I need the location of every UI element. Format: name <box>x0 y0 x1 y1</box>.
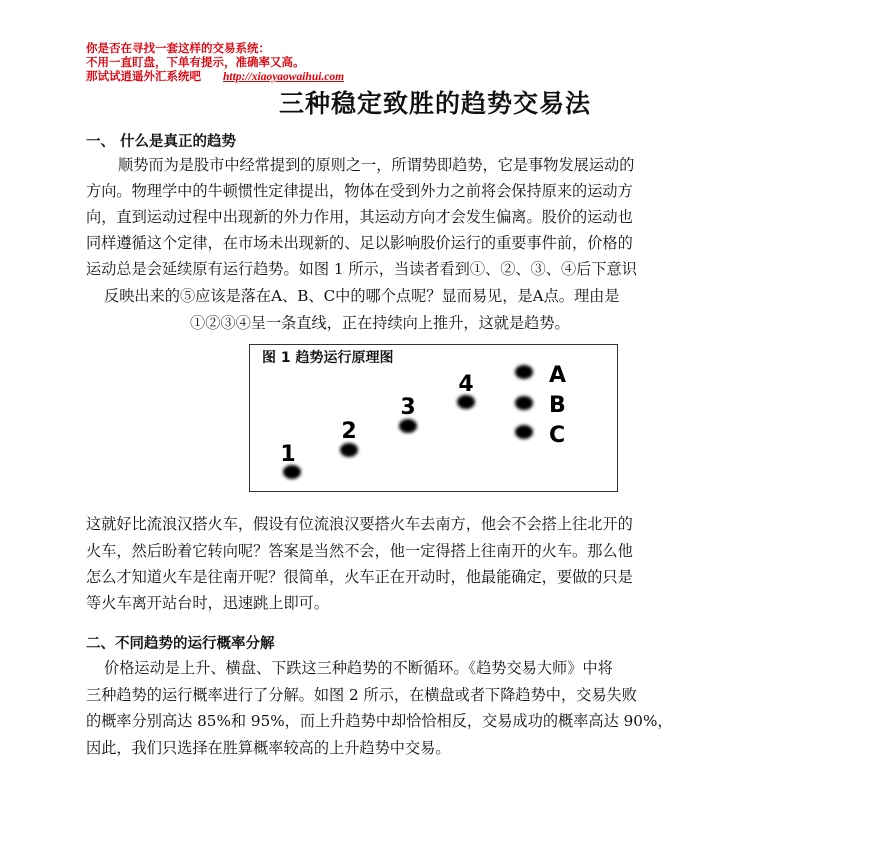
point-3-dot <box>399 419 417 433</box>
ad-link[interactable]: http://xiaoyaowaihui.com <box>223 71 345 83</box>
document-title: 三种稳定致胜的趋势交易法 <box>278 89 591 118</box>
paragraph-line: 顺势而为是股市中经常提到的原则之一，所谓势即趋势，它是事物发展运动的 <box>118 156 635 174</box>
point-2-label: 2 <box>341 419 357 444</box>
paragraph-line: 价格运动是上升、横盘、下跌这三种趋势的不断循环。《趋势交易大师》中将 <box>104 659 613 677</box>
point-4-dot <box>457 395 475 409</box>
point-b-dot <box>515 396 533 410</box>
point-b-label: B <box>549 393 566 418</box>
paragraph-line: 反映出来的⑤应该是落在A、B、C中的哪个点呢？显而易见，是A点。理由是 <box>104 287 620 305</box>
point-2-dot <box>340 443 358 457</box>
point-1-label: 1 <box>280 442 296 467</box>
ad-line-3-text: 那试试逍遥外汇系统吧 <box>86 69 201 83</box>
paragraph-line: 的概率分别高达 85%和 95%，而上升趋势中却恰恰相反，交易成功的概率高达 90%， <box>86 712 673 730</box>
point-1-dot <box>283 465 301 479</box>
point-c-label: C <box>549 423 566 448</box>
paragraph-line: 运动总是会延续原有运行趋势。如图 1 所示，当读者看到①、②、③、④后下意识 <box>86 260 637 278</box>
paragraph-line: 因此，我们只选择在胜算概率较高的上升趋势中交易。 <box>86 739 451 757</box>
paragraph-line: 方向。物理学中的牛顿惯性定律提出，物体在受到外力之前将会保持原来的运动方 <box>86 182 633 200</box>
paragraph-line: 三种趋势的运行概率进行了分解。如图 2 所示，在横盘或者下降趋势中，交易失败 <box>86 686 637 704</box>
section-1-heading: 一、 什么是真正的趋势 <box>86 134 237 150</box>
trend-diagram <box>250 345 617 491</box>
paragraph-line: 向，直到运动过程中出现新的外力作用，其运动方向才会发生偏离。股价的运动也 <box>86 208 633 226</box>
paragraph-line: 等火车离开站台时，迅速跳上即可。 <box>86 594 329 612</box>
paragraph-line: 这就好比流浪汉搭火车，假设有位流浪汉要搭火车去南方，他会不会搭上往北开的 <box>86 515 633 533</box>
paragraph-line: ①②③④呈一条直线，正在持续向上推升，这就是趋势。 <box>190 314 570 332</box>
point-c-dot <box>515 425 533 439</box>
point-3-label: 3 <box>400 395 416 420</box>
ad-line-3 <box>86 70 344 84</box>
ad-line-2: 不用一直盯盘，下单有提示，准确率又高。 <box>86 55 305 69</box>
paragraph-line: 怎么才知道火车是往南开呢？很简单，火车正在开动时，他最能确定，要做的只是 <box>86 568 633 586</box>
ad-line-1: 你是否在寻找一套这样的交易系统： <box>86 41 270 55</box>
point-a-dot <box>515 365 533 379</box>
figure-1-caption: 图 1 趋势运行原理图 <box>262 350 394 366</box>
paragraph-line: 火车，然后盼着它转向呢？答案是当然不会，他一定得搭上往南开的火车。那么他 <box>86 542 633 560</box>
figure-1 <box>249 344 618 492</box>
paragraph-line: 同样遵循这个定律，在市场未出现新的、足以影响股价运行的重要事件前，价格的 <box>86 234 633 252</box>
point-4-label: 4 <box>458 372 474 397</box>
point-a-label: A <box>549 363 567 388</box>
section-2-heading: 二、不同趋势的运行概率分解 <box>86 636 275 652</box>
